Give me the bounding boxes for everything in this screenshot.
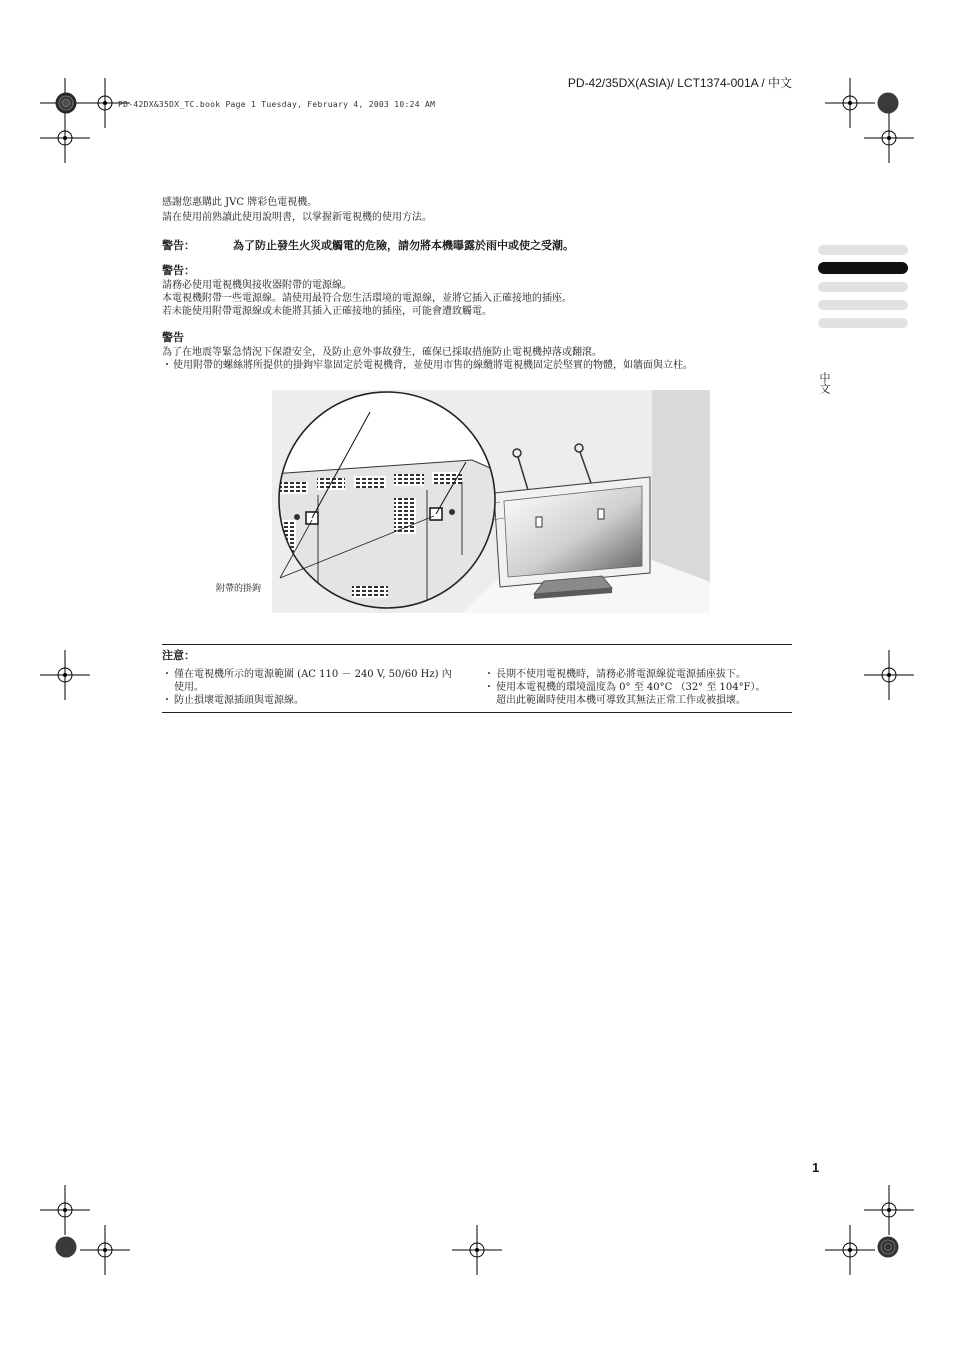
note-text: 防止損壞電源插頭與電源線。 — [174, 695, 304, 706]
language-tab — [818, 282, 908, 292]
registration-crosshair-mark — [80, 1225, 130, 1275]
bullet: ・ — [162, 695, 172, 706]
warning-label: 警告： — [162, 264, 195, 277]
registration-crosshair-mark — [452, 1225, 502, 1275]
registration-crosshair-mark — [864, 113, 914, 163]
bullet: ・ — [484, 682, 494, 693]
notes-title: 注意： — [162, 649, 195, 662]
warning-power-line-2: 本電視機附帶一些電源線。請使用最符合您生活環境的電源線，並將它插入正確接地的插座。 — [162, 293, 572, 304]
notes-right-column — [484, 668, 794, 707]
language-tab-active — [818, 262, 908, 274]
note-text: 使用本電視機的環境溫度為 0° 至 40°C （32° 至 104°F）。 — [496, 682, 766, 693]
intro-line-1: 感謝您惠購此 JVC 牌彩色電視機。 — [162, 197, 318, 208]
warning-label: 警告： — [162, 239, 195, 252]
registration-crosshair-mark — [40, 650, 90, 700]
note-text: 超出此範圍時使用本機可導致其無法正常工作或被損壞。 — [496, 695, 746, 706]
bullet: ・ — [484, 669, 494, 680]
registration-crosshair-mark — [864, 650, 914, 700]
language-label: 中文 — [818, 372, 831, 394]
note-text: 使用。 — [174, 682, 204, 693]
register-dot-mark — [55, 92, 77, 114]
note-item — [162, 668, 477, 694]
language-tab — [818, 318, 908, 328]
registration-crosshair-mark — [40, 113, 90, 163]
language-tab — [818, 300, 908, 310]
note-text: 長期不使用電視機時，請務必將電源線從電源插座拔下。 — [496, 669, 746, 680]
notes-bottom-rule — [162, 712, 792, 713]
notes-top-rule — [162, 644, 792, 645]
bullet: ・ — [162, 669, 172, 680]
register-dot-mark — [55, 1236, 77, 1258]
note-item — [162, 694, 477, 707]
bullet: ・ — [162, 360, 172, 371]
warning-fire-text: 為了防止發生火災或觸電的危險，請勿將本機曝露於雨中或使之受潮。 — [233, 239, 574, 252]
warning-power-line-1: 請務必使用電視機與接收器附帶的電源線。 — [162, 280, 352, 291]
hook-callout-label: 附帶的掛鉤 — [216, 584, 262, 594]
register-dot-mark — [877, 92, 899, 114]
warning-quake-line-2: 使用附帶的螺絲將所提供的掛鉤牢靠固定於電視機背，並使用市售的線纜將電視機固定於堅實的物體，如牆面與立柱。 — [173, 360, 693, 371]
intro-line-2: 請在使用前熟讀此使用說明書，以掌握新電視機的使用方法。 — [162, 212, 432, 223]
notes-left-column — [162, 668, 477, 707]
file-info: PD-42DX&35DX_TC.book Page 1 Tuesday, February 4, 2003 10:24 AM — [118, 100, 436, 109]
register-dot-mark — [877, 1236, 899, 1258]
warning-quake-line-1: 為了在地震等緊急情況下保證安全，及防止意外事故發生，確保已採取措施防止電視機掉落或翻滾。 — [162, 347, 602, 358]
note-text: 僅在電視機所示的電源範圍 (AC 110 － 240 V, 50/60 Hz) 內 — [174, 669, 452, 680]
language-tab — [818, 245, 908, 255]
note-item — [484, 681, 794, 707]
warning-label: 警告 — [162, 331, 184, 344]
note-item — [484, 668, 794, 681]
warning-power-line-3: 若未能使用附帶電源線或未能將其插入正確接地的插座，可能會遭致觸電。 — [162, 306, 492, 317]
page-number: 1 — [812, 1160, 820, 1175]
registration-crosshair-mark — [825, 1225, 875, 1275]
document-code: PD-42/35DX(ASIA)/ LCT1374-001A / 中文 — [567, 76, 792, 90]
tv-wall-mount-illustration — [272, 390, 710, 613]
